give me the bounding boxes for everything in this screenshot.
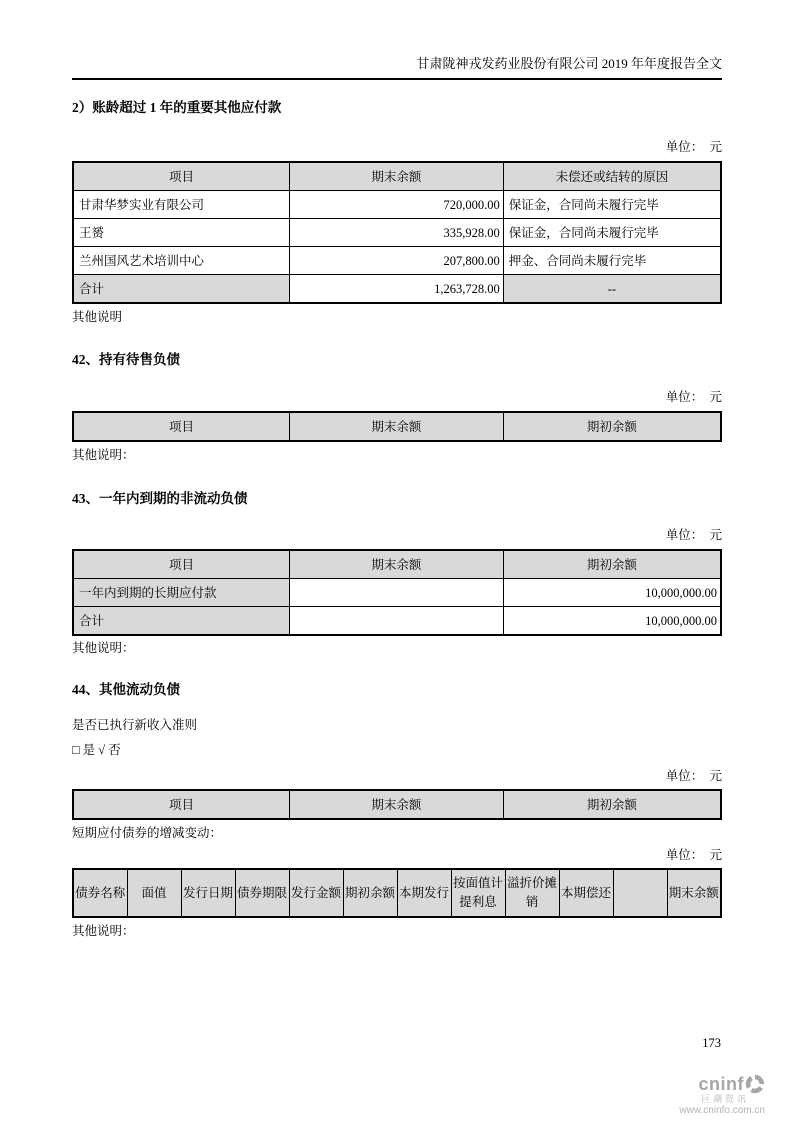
table-header-cell: 按面值计提利息 — [451, 869, 505, 917]
table-header-cell: 发行金额 — [289, 869, 343, 917]
short-term-bonds-table — [72, 868, 722, 918]
unit-label: 单位： 元 — [665, 140, 722, 154]
table-row — [73, 219, 721, 247]
item-cell: 王赟 — [73, 219, 289, 247]
other-current-liabilities-table — [72, 789, 722, 820]
cninfo-logo — [679, 1074, 765, 1117]
section-heading-aging: 2）账龄超过 1 年的重要其他应付款 — [72, 100, 282, 115]
table-header-cell: 面值 — [127, 869, 181, 917]
unit-label: 单位： 元 — [665, 390, 722, 404]
table-header-cell — [613, 869, 667, 917]
swirl-icon — [745, 1074, 765, 1094]
total-label-cell: 合计 — [73, 275, 289, 304]
table-header-cell: 期末余额 — [289, 790, 503, 819]
amount-cell: 335,928.00 — [289, 219, 503, 247]
table-header-cell: 溢折价摊销 — [505, 869, 559, 917]
table-header-cell: 期末余额 — [289, 162, 503, 191]
table-header-row — [73, 790, 721, 819]
table-header-cell: 项目 — [73, 550, 289, 579]
reason-cell: 保证金，合同尚未履行完毕 — [503, 191, 721, 219]
unit-label: 单位： 元 — [665, 769, 722, 783]
item-cell: 兰州国风艺术培训中心 — [73, 247, 289, 275]
ending-balance-cell — [289, 579, 503, 607]
table-header-row — [73, 162, 721, 191]
note-text: 其他说明： — [72, 448, 135, 462]
section-heading-noncurrent-due: 43、一年内到期的非流动负债 — [72, 491, 248, 506]
table-header-cell: 发行日期 — [181, 869, 235, 917]
section-heading-held-for-sale: 42、持有待售负债 — [72, 352, 180, 367]
amount-cell: 720,000.00 — [289, 191, 503, 219]
reason-cell: 押金、合同尚未履行完毕 — [503, 247, 721, 275]
table-header-cell: 未偿还或结转的原因 — [503, 162, 721, 191]
table-header-row — [73, 869, 721, 917]
total-reason-cell: -- — [503, 275, 721, 304]
table-header-cell: 本期偿还 — [559, 869, 613, 917]
bond-change-subheading: 短期应付债券的增减变动： — [72, 826, 223, 840]
table-header-cell: 债券期限 — [235, 869, 289, 917]
note-text: 其他说明： — [72, 641, 135, 655]
table-header-cell: 本期发行 — [397, 869, 451, 917]
report-header-title: 甘肃陇神戎发药业股份有限公司 2019 年年度报告全文 — [72, 56, 722, 80]
table-header-cell: 债券名称 — [73, 869, 127, 917]
noncurrent-due-table — [72, 549, 722, 636]
table-header-row — [73, 412, 721, 441]
reason-cell: 保证金，合同尚未履行完毕 — [503, 219, 721, 247]
table-row — [73, 579, 721, 607]
opening-balance-cell: 10,000,000.00 — [503, 579, 721, 607]
unit-label: 单位： 元 — [665, 528, 722, 542]
table-header-cell: 期初余额 — [503, 550, 721, 579]
table-header-cell: 期末余额 — [667, 869, 721, 917]
ending-balance-cell — [289, 607, 503, 636]
opening-balance-cell: 10,000,000.00 — [503, 607, 721, 636]
item-cell: 一年内到期的长期应付款 — [73, 579, 289, 607]
table-header-cell: 项目 — [73, 412, 289, 441]
cninfo-logo-subtext: 巨潮资讯 — [700, 1094, 749, 1104]
table-header-cell: 期初余额 — [343, 869, 397, 917]
note-text: 其他说明： — [72, 924, 135, 938]
section-heading-other-current: 44、其他流动负债 — [72, 682, 180, 697]
amount-cell: 207,800.00 — [289, 247, 503, 275]
total-amount-cell: 1,263,728.00 — [289, 275, 503, 304]
cninfo-logo-url: www.cninfo.com.cn — [679, 1105, 765, 1116]
table-header-cell: 期末余额 — [289, 412, 503, 441]
table-row — [73, 247, 721, 275]
held-for-sale-table — [72, 411, 722, 442]
unit-label: 单位： 元 — [665, 848, 722, 862]
other-payables-table — [72, 161, 722, 304]
table-header-cell: 期末余额 — [289, 550, 503, 579]
cninfo-logo-text: cninf — [698, 1074, 744, 1094]
page-number: 173 — [702, 1036, 721, 1050]
total-row — [73, 275, 721, 304]
item-cell: 甘肃华梦实业有限公司 — [73, 191, 289, 219]
table-row — [73, 191, 721, 219]
total-label-cell: 合计 — [73, 607, 289, 636]
yes-no-answer: □ 是 √ 否 — [72, 743, 121, 757]
new-revenue-standard-question: 是否已执行新收入准则 — [72, 718, 198, 732]
table-header-cell: 期初余额 — [503, 790, 721, 819]
note-text: 其他说明 — [72, 310, 123, 324]
table-header-row — [73, 550, 721, 579]
total-row — [73, 607, 721, 636]
table-header-cell: 项目 — [73, 790, 289, 819]
table-header-cell: 项目 — [73, 162, 289, 191]
table-header-cell: 期初余额 — [503, 412, 721, 441]
